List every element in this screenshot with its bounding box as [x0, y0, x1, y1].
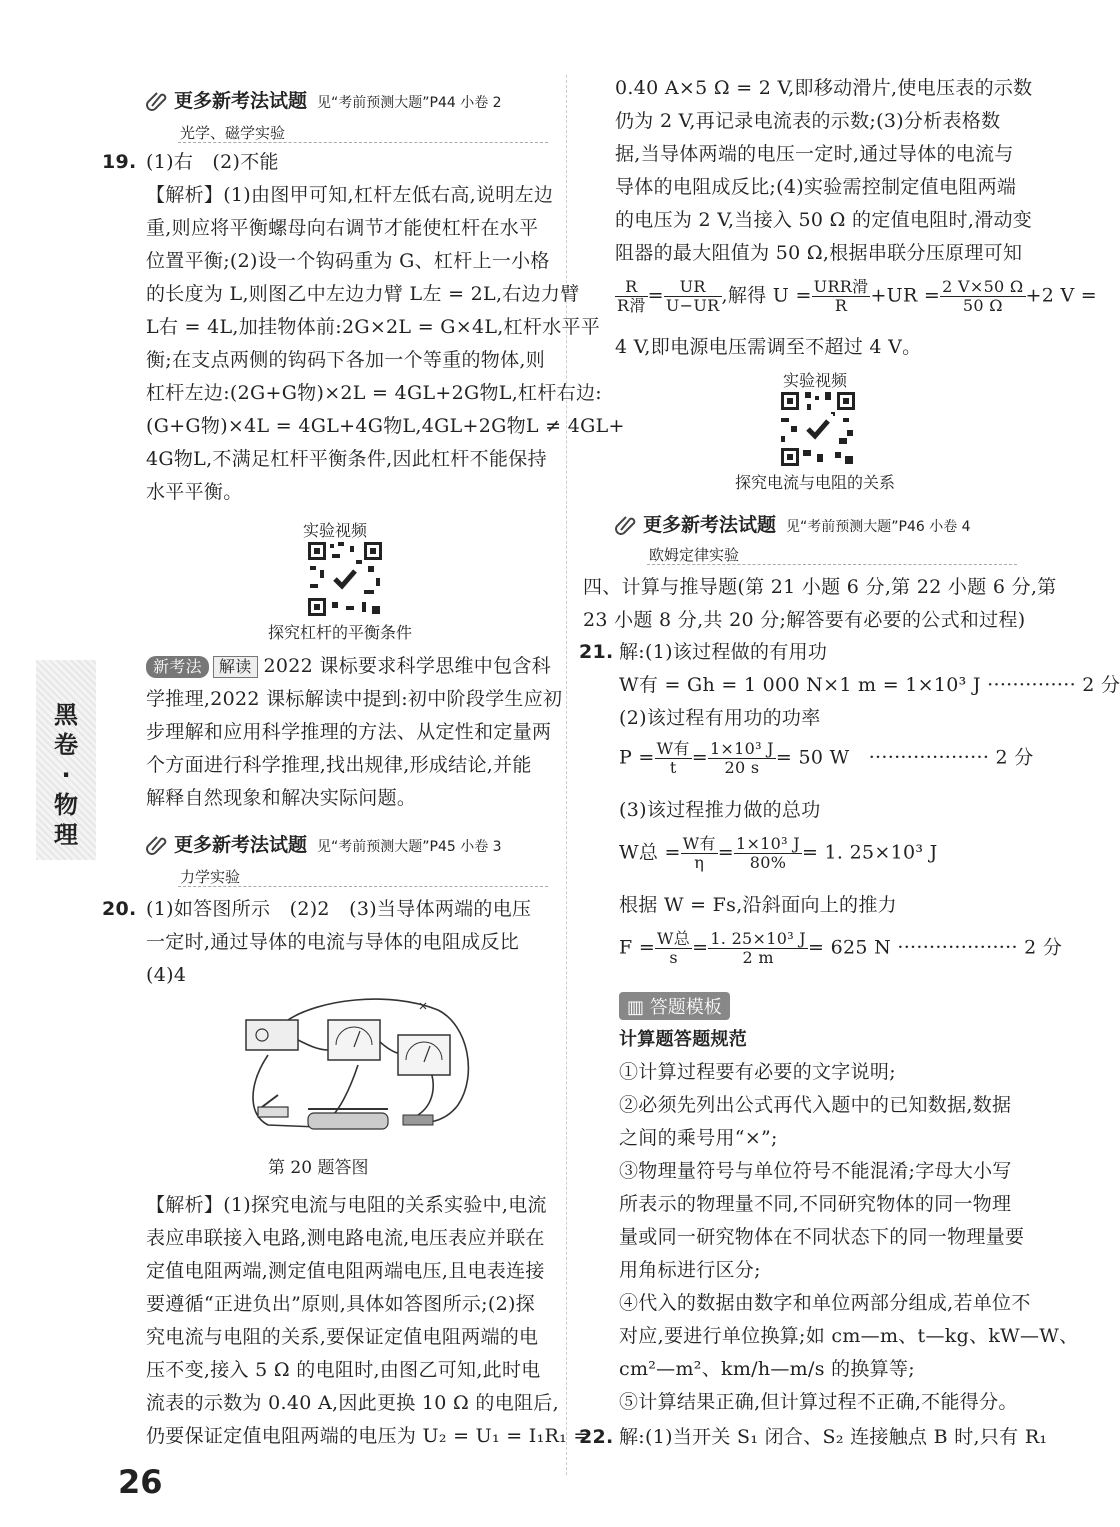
more-sub: 力学实验: [180, 868, 241, 886]
paperclip-icon: [146, 834, 168, 856]
more-sub: 欧姆定律实验: [649, 546, 740, 564]
q19-answer: (1)右 (2)不能: [146, 151, 279, 173]
more-title: 更多新考法试题: [643, 514, 777, 536]
paperclip-icon: [615, 514, 637, 536]
qr-top-label: 实验视频: [783, 371, 848, 390]
template-line: 量或同一研究物体在不同状态下的同一物理量要: [619, 1226, 1025, 1248]
q20-line: 【解析】(1)探究电流与电阻的关系实验中,电流: [146, 1194, 547, 1216]
figure-caption: 第 20 题答图: [268, 1158, 369, 1178]
template-line: 之间的乘号用“×”;: [619, 1127, 778, 1149]
new-method-badge: 新考法: [146, 656, 209, 678]
q20-answer: (1)如答图所示 (2)2 (3)当导体两端的电压: [146, 898, 532, 920]
power-supply: [246, 1020, 298, 1050]
note-line: 新考法 解读 2022 课标要求科学思维中包含科: [146, 654, 551, 679]
q20-line: 流表的示数为 0.40 A,因此更换 10 Ω 的电阻后,: [146, 1392, 559, 1414]
interpret-badge: 解读: [213, 656, 258, 678]
qr-code-icon[interactable]: [306, 540, 384, 618]
circuit-figure: [238, 995, 478, 1145]
template-line: cm²—m²、km/h—m/s 的换算等;: [619, 1358, 915, 1380]
page-number: 26: [118, 1463, 163, 1501]
template-line: ④代入的数据由数字和单位两部分组成,若单位不: [619, 1292, 1031, 1314]
question-number: 21.: [579, 641, 614, 663]
q21-line: W有 = Gh = 1 000 N×1 m = 1×10³ J ·············· 2 分: [619, 674, 1120, 696]
section-heading: 四、计算与推导题(第 21 小题 6 分,第 22 小题 6 分,第: [583, 576, 1057, 598]
more-ref: 见“考前预测大题”P45 小卷 3: [317, 839, 502, 855]
more-questions-3: [615, 510, 971, 537]
rheostat: [308, 1113, 388, 1129]
template-badge: ▥ 答题模板: [619, 992, 730, 1020]
more-title: 更多新考法试题: [174, 90, 308, 112]
q20-cont-line: 据,当导体两端的电压一定时,通过导体的电流与: [615, 143, 1014, 165]
q20-cont-line: 阻器的最大阻值为 50 Ω,根据串联分压原理可知: [615, 242, 1023, 264]
q20-cont-line: 0.40 A×5 Ω = 2 V,即移动滑片,使电压表的示数: [615, 77, 1033, 99]
more-sub: 光学、磁学实验: [180, 124, 286, 142]
template-line: ⑤计算结果正确,但计算过程不正确,不能得分。: [619, 1391, 1018, 1413]
q19-line: (G+G物)×4L = 4GL+4G物L,4GL+2G物L ≠ 4GL+: [146, 415, 625, 437]
template-line: 用角标进行区分;: [619, 1259, 761, 1281]
switch: [258, 1107, 288, 1117]
q20-answer: 一定时,通过导体的电流与导体的电阻成反比: [146, 931, 520, 953]
template-line: 所表示的物理量不同,不同研究物体的同一物理: [619, 1193, 1012, 1215]
book-icon: ▥: [627, 997, 650, 1018]
section-heading: 23 小题 8 分,共 20 分;解答要有必要的公式和过程): [583, 609, 1026, 631]
paperclip-icon: [146, 90, 168, 112]
dashed-rule: [178, 142, 548, 143]
qr-caption: 探究电流与电阻的关系: [735, 473, 896, 492]
q19-line: 杠杆左边:(2G+G物)×2L = 4GL+2G物L,杠杆右边:: [146, 382, 602, 404]
question-number: 22.: [579, 1426, 614, 1448]
note-line: 解释自然现象和解决实际问题。: [146, 787, 417, 809]
q19-line: 【解析】(1)由图甲可知,杠杆左低右高,说明左边: [146, 184, 554, 206]
qr-code-icon[interactable]: [779, 390, 857, 468]
qr-top-label: 实验视频: [303, 521, 368, 540]
q19-line: 的长度为 L,则图乙中左边力臂 L左 = 2L,右边力臂: [146, 283, 580, 305]
template-line: ③物理量符号与单位符号不能混淆;字母大小写: [619, 1160, 1012, 1182]
formula-force: F = $\frac{\text{W总}}{s}$ = $\frac{\text{1. 25×10³ J}}{2 m}$ = 625 N ··················· 2 分: [619, 929, 1063, 967]
template-line: ②必须先列出公式再代入题中的已知数据,数据: [619, 1094, 1012, 1116]
qr-caption: 探究杠杆的平衡条件: [268, 623, 413, 642]
template-title: 计算题答题规范: [619, 1029, 748, 1050]
more-title: 更多新考法试题: [174, 834, 308, 856]
q22-line: 解:(1)当开关 S₁ 闭合、S₂ 连接触点 B 时,只有 R₁: [619, 1426, 1048, 1448]
dashed-rule: [178, 886, 548, 887]
q19-line: 衡;在支点两侧的钩码下各加一个等重的物体,则: [146, 349, 546, 371]
q20-cont-line: 导体的电阻成反比;(4)实验需控制定值电阻两端: [615, 176, 1017, 198]
voltmeter: [398, 1035, 450, 1075]
q20-line: 定值电阻两端,测定值电阻两端电压,且电表连接: [146, 1260, 545, 1282]
ammeter: [328, 1020, 380, 1060]
q20-line: 要遵循“正进负出”原则,具体如答图所示;(2)探: [146, 1293, 535, 1315]
sidebar-label: 黑 卷 · 物 理: [54, 701, 78, 849]
q20-line: 究电流与电阻的关系,要保证定值电阻两端的电: [146, 1326, 539, 1348]
q19-line: 重,则应将平衡螺母向右调节才能使杠杆在水平: [146, 217, 539, 239]
question-number: 20.: [102, 898, 137, 920]
formula-power: P = $\frac{\text{W有}}{t}$ = $\frac{\text{1×10³ J}}{20 s}$ = 50 W ··················· 2 分: [619, 739, 1034, 777]
q21-line: 根据 W = Fs,沿斜面向上的推力: [619, 894, 897, 916]
q21-line: (3)该过程推力做的总功: [619, 799, 821, 821]
q19-line: L右 = 4L,加挂物体前:2G×2L = G×4L,杠杆水平平: [146, 316, 601, 338]
formula-total-work: W总 = $\frac{\text{W有}}{\eta}$ = $\frac{\text{1×10³ J}}{80\%}$ = 1. 25×10³ J: [619, 834, 938, 872]
template-line: ①计算过程要有必要的文字说明;: [619, 1061, 896, 1083]
more-ref: 见“考前预测大题”P46 小卷 4: [786, 519, 971, 535]
template-line: 对应,要进行单位换算;如 cm—m、t—kg、kW—W、: [619, 1325, 1079, 1347]
q21-line: 解:(1)该过程做的有用功: [619, 641, 828, 663]
resistor: [403, 1115, 433, 1125]
q20-line: 仍要保证定值电阻两端的电压为 U₂ = U₁ = I₁R₁ =: [146, 1425, 590, 1447]
dashed-rule: [647, 564, 1017, 565]
more-questions-1: [146, 86, 502, 113]
question-number: 19.: [102, 151, 137, 173]
q20-end-line: 4 V,即电源电压需调至不超过 4 V。: [615, 336, 922, 358]
more-questions-2: [146, 830, 502, 857]
q19-line: 水平平衡。: [146, 481, 243, 503]
more-ref: 见“考前预测大题”P44 小卷 2: [317, 95, 502, 111]
q20-line: 表应串联接入电路,测电路电流,电压表应并联在: [146, 1227, 545, 1249]
note-line: 学推理,2022 课标解读中提到:初中阶段学生应初: [146, 688, 563, 710]
note-line: 个方面进行科学推理,找出规律,形成结论,并能: [146, 754, 532, 776]
q20-cont-line: 仍为 2 V,再记录电流表的示数;(3)分析表格数: [615, 110, 1001, 132]
q20-answer: (4)4: [146, 964, 187, 986]
formula-ohm: $\frac{R}{\text{R滑}}$ = $\frac{UR}{U-UR}$ ,解得 U = $\frac{\text{URR滑}}{R}$ +UR = $\frac{2 V\times 50 \Omega}{50 \Omega}$ +2 V =: [617, 277, 1098, 315]
q20-line: 压不变,接入 5 Ω 的电阻时,由图乙可知,此时电: [146, 1359, 541, 1381]
q20-cont-line: 的电压为 2 V,当接入 50 Ω 的定值电阻时,滑动变: [615, 209, 1033, 231]
q19-line: 位置平衡;(2)设一个钩码重为 G、杠杆上一小格: [146, 250, 550, 272]
note-line: 步理解和应用科学推理的方法、从定性和定量两: [146, 721, 552, 743]
q19-line: 4G物L,不满足杠杆平衡条件,因此杠杆不能保持: [146, 448, 547, 470]
q21-line: (2)该过程有用功的功率: [619, 707, 821, 729]
